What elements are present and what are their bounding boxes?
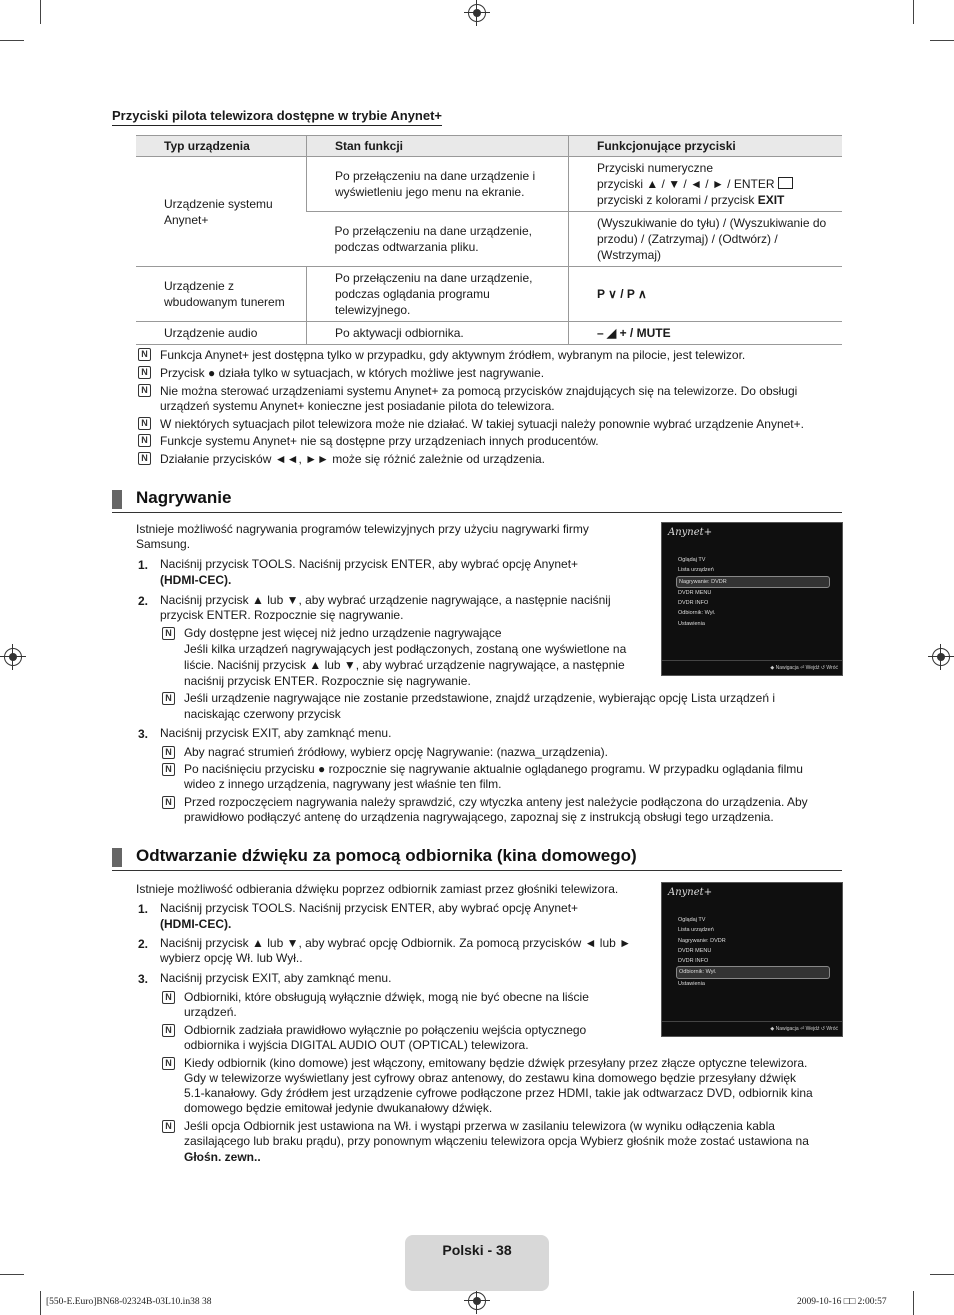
note-icon: N [162, 991, 175, 1004]
table-cell: (Wyszukiwanie do tyłu) / (Wyszukiwanie do przodu) / (Zatrzymaj) / (Odtwórz) / (Wstrzymaj) [569, 212, 843, 267]
note-text: Odbiorniki, które obsługują wyłącznie dźwięk, mogą nie być obecne na liście [184, 990, 589, 1004]
crop-mark [0, 40, 24, 41]
tv-menu-item-selected: Nagrywanie: DVDR [676, 576, 830, 588]
table-cell [569, 157, 843, 212]
step-text: przycisk ENTER. Rozpocznie się nagrywanie. [160, 608, 404, 622]
tv-menu-item: Odbiornik: Wył. [678, 610, 716, 617]
page-number-label: Polski - 38 [405, 1235, 549, 1291]
note-text: zasilającego lub braku prądu), przy ponownym włączeniu telewizora opcja Wybierz głośnik może zostać ustawiona na [184, 1134, 809, 1148]
step-number: 1. [138, 558, 149, 572]
crop-mark [930, 40, 954, 41]
note-icon: N [162, 796, 175, 809]
note-text: Aby nagrać strumień źródłowy, wybierz opcję Nagrywanie: (nazwa_urządzenia). [184, 745, 608, 759]
registration-mark-icon [4, 648, 22, 666]
step-text: Naciśnij przycisk ▲ lub ▼, aby wybrać urządzenie nagrywające, a następnie naciśnij [160, 593, 611, 607]
table-cell: P ∨ / P ∧ [569, 267, 843, 322]
table-cell: Po przełączeniu na dane urządzenie, podczas oglądania programu telewizyjnego. [307, 267, 569, 322]
note-icon: N [138, 384, 151, 397]
tv-menu-item: Ustawienia [678, 980, 705, 987]
note-icon: N [138, 348, 151, 361]
table-cell: Po przełączeniu na dane urządzenie i wyświetleniu jego menu na ekranie. [307, 157, 569, 212]
section-divider [112, 870, 842, 871]
tv-menu-item: DVDR INFO [678, 958, 709, 965]
crop-mark [40, 1291, 41, 1315]
table-row [136, 322, 842, 345]
tv-menu-screenshot [661, 882, 843, 1037]
table-cell: – ◢ + / MUTE [569, 322, 843, 345]
step-text: Naciśnij przycisk TOOLS. Naciśnij przycisk ENTER, aby wybrać opcję Anynet+ [160, 557, 579, 571]
table-header: Typ urządzenia [136, 136, 307, 157]
table-row [136, 157, 842, 212]
tv-menu-footer: ◆ Nawigacja ⏎ Wejdź ↺ Wróć [770, 665, 838, 671]
section-title-text: Odtwarzanie dźwięku za pomocą odbiornika (kina domowego) [136, 846, 637, 865]
tv-menu-item: Lista urządzeń [678, 567, 714, 574]
step-number: 2. [138, 937, 149, 951]
crop-mark [913, 1291, 914, 1315]
print-slug: [550-E.Euro]BN68-02324B-03L10.in38 38 [46, 1297, 212, 1307]
note-icon: N [162, 746, 175, 759]
step-number: 3. [138, 972, 149, 986]
tv-menu-item: Nagrywanie: DVDR [678, 937, 726, 944]
note-text: liście. Naciśnij przycisk ▲ lub ▼, aby wybrać urządzenie nagrywające, a następnie [184, 658, 625, 672]
tv-menu-list [676, 915, 830, 989]
note-text: Przycisk ● działa tylko w sytuacjach, w których możliwe jest nagrywanie. [160, 366, 545, 380]
table-header: Stan funkcji [307, 136, 569, 157]
tv-menu-item: Lista urządzeń [678, 927, 714, 934]
step-text: wybierz opcję Wł. lub Wył.. [160, 951, 303, 965]
tv-menu-item: DVDR INFO [678, 600, 709, 607]
note-icon: N [162, 692, 175, 705]
tv-menu-list [676, 555, 830, 629]
tv-menu-item-selected: Odbiornik: Wył. [676, 966, 830, 978]
cell-line: Przyciski numeryczne [597, 161, 714, 175]
section-title-text: Nagrywanie [136, 488, 232, 507]
note-text: Funkcje systemu Anynet+ nie są dostępne przy urządzeniach innych producentów. [160, 434, 599, 448]
table-cell: Po przełączeniu na dane urządzenie, podczas odtwarzania pliku. [307, 212, 569, 267]
cell-line [597, 176, 836, 192]
note-text: naciskając czerwony przycisk [184, 707, 341, 721]
anynet-logo: Anynet+ [668, 887, 713, 898]
tv-menu-screenshot [661, 522, 843, 676]
note-text: domowego będzie emitował jedynie dwukanałowy dźwięk. [184, 1101, 493, 1115]
step-number: 2. [138, 594, 149, 608]
note-text: urządzeń systemu Anynet+ konieczne jest posiadanie pilota do telewizora. [160, 399, 555, 413]
note-text: 5.1-kanałowy. Gdy źródłem jest urządzenie cyfrowe podłączone przez HDMI, takie jak odtwarzacz DVD, odbiornik kina [184, 1086, 813, 1100]
enter-key-icon [778, 177, 793, 189]
table-row [136, 267, 842, 322]
tv-menu-item: Oglądaj TV [678, 557, 706, 563]
note-text: naciśnij przycisk ENTER. Rozpocznie się nagrywanie. [184, 674, 471, 688]
note-text: W niektórych sytuacjach pilot telewizora może nie działać. W takiej sytuacji należy ponownie wybrać urządzenie Anynet+. [160, 417, 804, 431]
step-text: (HDMI-CEC). [160, 917, 232, 931]
note-text: Działanie przycisków ◄◄, ►► może się różnić zależnie od urządzenia. [160, 452, 545, 466]
note-text: Funkcja Anynet+ jest dostępna tylko w przypadku, gdy aktywnym źródłem, wybranym na pilocie, jest telewizor. [160, 348, 746, 362]
note-text: Odbiornik zadziała prawidłowo wyłącznie po połączeniu wejścia optycznego [184, 1023, 587, 1037]
tv-menu-footer-line [662, 660, 842, 661]
registration-mark-icon [468, 1292, 486, 1310]
remote-buttons-table [136, 135, 842, 345]
note-icon: N [138, 417, 151, 430]
table-header: Funkcjonujące przyciski [569, 136, 843, 157]
tv-menu-item: Oglądaj TV [678, 917, 706, 923]
note-text: Nie można sterować urządzeniami systemu Anynet+ za pomocą przycisków znajdujących się na telewizorze. Do obsługi [160, 384, 798, 398]
step-number: 3. [138, 727, 149, 741]
crop-mark [0, 1274, 24, 1275]
tv-menu-item: Ustawienia [678, 620, 705, 627]
note-text: Przed rozpoczęciem nagrywania należy sprawdzić, czy wtyczka anteny jest należycie podłączona do urządzenia. Aby [184, 795, 808, 809]
registration-mark-icon [468, 4, 486, 22]
note-icon: N [138, 434, 151, 447]
note-text: Gdy dostępne jest więcej niż jedno urządzenie nagrywające [184, 626, 502, 640]
tv-menu-footer: ◆ Nawigacja ⏎ Wejdź ↺ Wróć [770, 1026, 838, 1032]
note-text: Po naciśnięciu przycisku ● rozpocznie się nagrywanie aktualnie oglądanego programu. W przypadku oglądania filmu [184, 762, 803, 776]
paragraph: Istnieje możliwość odbierania dźwięku poprzez odbiornik zamiast przez głośniki telewizora. [136, 882, 619, 896]
table-header-row [136, 136, 842, 157]
tv-menu-item: DVDR MENU [678, 589, 712, 596]
step-text: Naciśnij przycisk EXIT, aby zamknąć menu. [160, 971, 392, 985]
paragraph: Istnieje możliwość nagrywania programów telewizyjnych przy użyciu nagrywarki firmy [136, 522, 589, 536]
step-text: (HDMI-CEC). [160, 573, 232, 587]
section-bar [112, 490, 122, 509]
note-text: Kiedy odbiornik (kino domowe) jest włączony, emitowany będzie dźwięk przesyłany przez złącze optyczne telewizora. [184, 1056, 808, 1070]
step-text: Naciśnij przycisk ▲ lub ▼, aby wybrać opcję Odbiornik. Za pomocą przycisków ◄ lub ► [160, 936, 631, 950]
note-icon: N [162, 1057, 175, 1070]
note-text: odbiornika i wyjścia DIGITAL AUDIO OUT (OPTICAL) telewizora. [184, 1038, 529, 1052]
step-text: Naciśnij przycisk TOOLS. Naciśnij przycisk ENTER, aby wybrać opcję Anynet+ [160, 901, 579, 915]
crop-mark [930, 1274, 954, 1275]
crop-mark [40, 0, 41, 24]
note-text: Gdy w telewizorze wyświetlany jest cyfrowy obraz antenowy, do zestawu kina domowego będzie przesyłany dźwięk [184, 1071, 797, 1085]
section-divider [112, 512, 842, 513]
note-text: wideo z innego urządzenia, nagrywany jest właśnie ten film. [184, 777, 502, 791]
cell-text: przyciski ▲ / ▼ / ◄ / ► / ENTER [597, 177, 775, 191]
note-text: prawidłowo podłączyć antenę do urządzenia nagrywającego, zapoznaj się z instrukcją obsługi tego urządzenia. [184, 810, 774, 824]
note-text: Jeśli opcja Odbiornik jest ustawiona na Wł. i wystąpi przerwa w zasilaniu telewizora (w wyniku odłączenia kabla [184, 1119, 775, 1133]
step-text: Naciśnij przycisk EXIT, aby zamknąć menu. [160, 726, 392, 740]
note-icon: N [162, 627, 175, 640]
cell-text-bold: EXIT [757, 193, 785, 207]
anynet-logo: Anynet+ [668, 527, 713, 538]
note-icon: N [138, 366, 151, 379]
note-text: Jeśli kilka urządzeń nagrywających jest podłączonych, zostaną one wyświetlone na [184, 642, 627, 656]
table-cell: Po aktywacji odbiornika. [307, 322, 569, 345]
note-icon: N [162, 763, 175, 776]
note-text: Jeśli urządzenie nagrywające nie zostanie przedstawione, znajdź urządzenie, wybierając opcję Lista urządzeń i [184, 691, 775, 705]
note-text: Głośn. zewn.. [184, 1150, 261, 1164]
cell-text: przyciski z kolorami / przycisk [597, 193, 758, 207]
note-icon: N [138, 452, 151, 465]
step-number: 1. [138, 902, 149, 916]
section-title [112, 488, 231, 508]
print-slug: 2009-10-16 □□ 2:00:57 [797, 1297, 887, 1307]
table-cell: Urządzenie systemu Anynet+ [136, 157, 307, 267]
note-icon: N [162, 1024, 175, 1037]
note-icon: N [162, 1120, 175, 1133]
table-cell: Urządzenie z wbudowanym tunerem [136, 267, 307, 322]
tv-menu-footer-line [662, 1021, 842, 1022]
section-title [112, 846, 637, 866]
note-text: urządzeń. [184, 1005, 237, 1019]
paragraph: Samsung. [136, 537, 191, 551]
table-cell: Urządzenie audio [136, 322, 307, 345]
tv-menu-item: DVDR MENU [678, 947, 712, 954]
cell-line [597, 192, 836, 208]
section-bar [112, 848, 122, 867]
crop-mark [913, 0, 914, 24]
subsection-title: Przyciski pilota telewizora dostępne w trybie Anynet+ [112, 108, 442, 126]
registration-mark-icon [932, 648, 950, 666]
